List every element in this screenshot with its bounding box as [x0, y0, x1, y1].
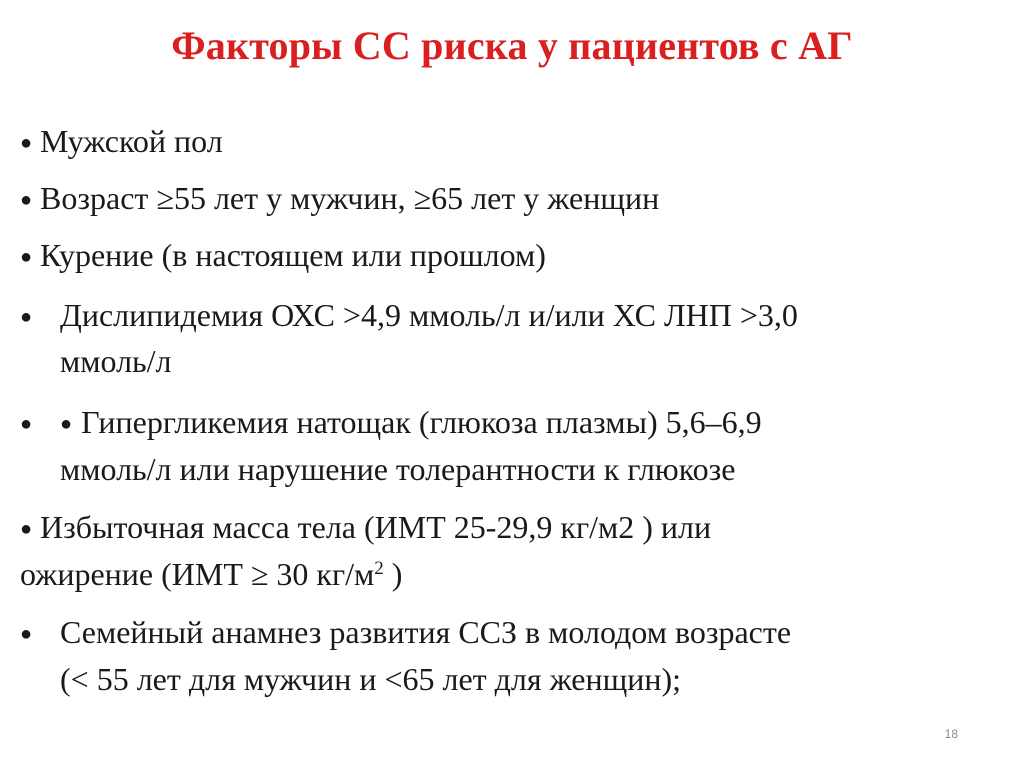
bullet-item-family-history — [20, 612, 791, 654]
bullet-item-smoking — [20, 235, 546, 277]
bullet-item-family-history-continued — [60, 659, 681, 699]
item-text: Семейный анамнез развития ССЗ в молодом возрасте — [60, 614, 792, 650]
bullet-icon: ● — [20, 132, 33, 154]
item-text: ) — [391, 556, 403, 592]
item-text: Избыточная масса тела (ИМТ 25-29,9 кг/м2 ) или — [40, 509, 712, 545]
item-text: Курение (в настоящем или прошлом) — [40, 237, 546, 273]
bullet-item-hyperglycemia-continued — [60, 449, 735, 489]
bullet-icon: ● — [20, 306, 33, 328]
bullet-item-dyslipidemia — [20, 295, 798, 337]
item-text: Гипергликемия натощак (глюкоза плазмы) 5,6–6,9 — [81, 404, 762, 440]
item-text: Возраст ≥55 лет у мужчин, ≥65 лет у женщин — [40, 180, 660, 216]
bullet-item-male-sex — [20, 121, 223, 163]
bullet-item-dyslipidemia-continued — [60, 341, 172, 381]
slide-title: Факторы СС риска у пациентов с АГ — [171, 23, 853, 68]
superscript: 2 — [374, 558, 384, 579]
item-text: ожирение (ИМТ ≥ 30 кг/м — [20, 556, 375, 592]
bullet-icon: ● — [20, 623, 33, 645]
bullet-icon: ● — [60, 413, 73, 435]
bullet-icon: ● — [20, 413, 33, 435]
bullet-item-overweight — [20, 507, 711, 549]
bullet-item-overweight-continued — [20, 554, 402, 594]
bullet-icon: ● — [20, 246, 33, 268]
bullet-icon: ● — [20, 518, 33, 540]
page-number: 18 — [944, 727, 958, 741]
item-text: ммоль/л — [60, 343, 172, 379]
item-text: (< 55 лет для мужчин и <65 лет для женщин); — [60, 661, 682, 697]
item-text: Дислипидемия ОХС >4,9 ммоль/л и/или ХС ЛНП >3,0 — [60, 297, 798, 333]
item-text: ммоль/л или нарушение толерантности к глюкозе — [60, 451, 736, 487]
bullet-item-age — [20, 178, 659, 220]
bullet-icon: ● — [20, 189, 33, 211]
bullet-item-hyperglycemia — [20, 402, 762, 444]
item-text: Мужской пол — [40, 123, 223, 159]
